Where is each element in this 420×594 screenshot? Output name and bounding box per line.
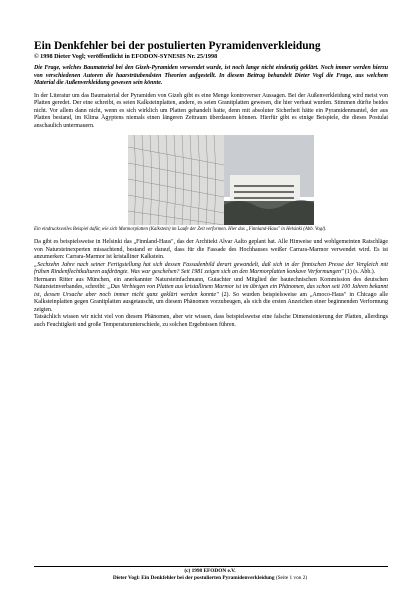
article-abstract: Die Frage, welches Baumaterial bei den Gizeh-Pyramiden verwendet wurde, ist noch lange nicht eindeutig geklärt. Noch immer werden hierzu von verschiedenen Autoren die haarsträubendsten Theorien aufgestellt. In diesem Beitrag behandelt Dieter Vogl die Frage, aus welchem Material die Außenverkleidung gewesen sein könnte. (34, 65, 388, 86)
paragraph-1: In der Literatur um das Baumaterial der Pyramiden von Gizeh gibt es eine Menge kontroverser Aussagen. Bei der Außenverkleidung wird meist von Platten geredet. Der eine schreibt, es seien Kalksteinplatten, andere, es seien Granitplatten gewesen, die hier verbaut wurden. Stimmen dürfte beides nicht. Vor allem dann nicht, wenn es sich wirklich um Platten gehandelt hatte, denn mit absoluter Sicherheit hätte ein Pyramidenmantel, der aus Platten bestand, im Klima Ägyptens niemals einen längeren Zeitraum überdauern können. Hierfür gibt es einige Beispiele, die dieses Postulat anschaulich untermauern. (34, 92, 388, 129)
finnland-haus-photo (34, 135, 388, 225)
footer-running-title (0, 575, 420, 582)
document-page (34, 40, 388, 329)
paragraph-4 (34, 277, 388, 315)
running-title: Dieter Vogl: Ein Denkfehler bei der postulierten Pyramidenverkleidung (112, 575, 275, 581)
paragraph-2: Da gibt es beispielsweise in Helsinki das „Finnland-Haus", das der Architekt Alvar Aalto geplant hat. Alle Hinweise und wohlgemeinten Ratschläge von Natursteinexperten missachtend, bestand er darauf, dass für die Fassade des Hochhauses weißer Carrara-Marmor verwendet wird. Es ist anzumerken: Carrara-Marmor ist kristalliner Kalkstein. (34, 239, 388, 260)
paragraph-4-rest: (2). So wurden beispielsweise am „Amoco-Haus" in Chicago alle Kalksteinplatten gegen Granitplatten ausgetauscht, um diesem Phänomen vorzubeugen, als sich die ersten Anzeichen einer beginnenden Verformung zeigten. (34, 291, 388, 313)
paragraph-5: Tatsächlich wissen wir nicht viel von diesem Phänomen, aber wir wissen, dass beispielsweise eine falsche Dimensionierung der Platten, allerdings auch Feuchtigkeit und große Temperaturunterschiede, zu solchen Ergebnissen führen. (34, 314, 388, 328)
footer-rule (34, 566, 388, 567)
footer-copyright: (c) 1998 EFODON e.V. (184, 568, 236, 574)
photo-caption: Ein eindrucksvolles Beispiel dafür, wie sich Marmorplatten (Kalkstein) im Laufe der Zeit verformen. Hier das „Finnland-Haus" in Helsinki (Abb. Vogl). (34, 227, 327, 232)
paragraph-4-text: Hermann Ritter aus München, ein anerkannter Natursteinfachmann, Gutachter und Mitglied der bautechnischen Kommission des deutschen Natursteinverbandes, schreibt: (34, 276, 388, 290)
article-subtitle: © 1998 Dieter Vogl; veröffentlicht in EFODON-SYNESIS Nr. 25/1998 (34, 53, 218, 60)
quote-1: „Sechzehn Jahre nach seiner Fertigstellung hat sich dessen Fassadenbild derart gewandelt, daß sich in der finnischen Presse der Vergleich mit frühen Rindenflechtkulturen aufdrängte. Was war geschehen? Seit 1981 zeigen sich an den Marmorplatten konkave Verformungen" (34, 261, 388, 275)
paragraph-3 (34, 262, 388, 277)
page-info: (Seite 1 von 2) (274, 575, 308, 581)
reference-1: (1) (s. Abb.). (343, 269, 376, 275)
quote-2: „Das Verbiegen von Platten aus kristallinem Marmor ist im übrigen ein Phänomen, das schon seit 100 Jahren bekannt ist, dessen Ursache aber noch immer nicht ganz geklärt werden konnte" (34, 284, 388, 298)
article-title: Ein Denkfehler bei der postulierten Pyramidenverkleidung (34, 40, 321, 52)
